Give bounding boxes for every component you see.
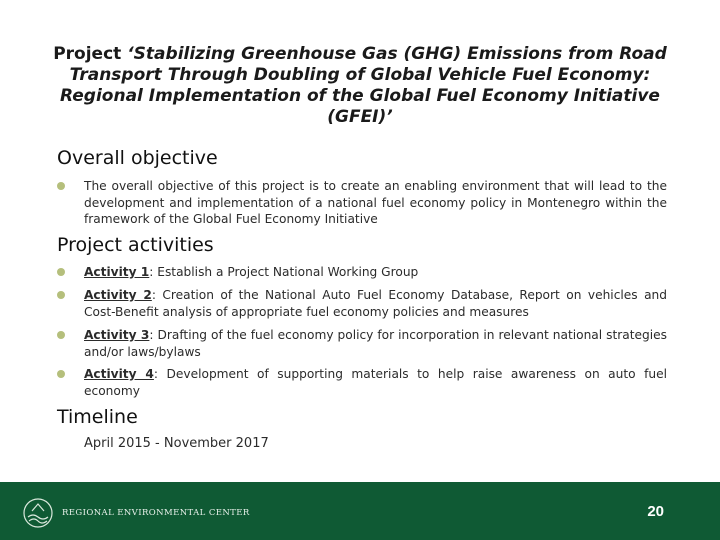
objective-text: The overall objective of this project is to create an enabling environment that will lead to the development and implementation of a national fuel economy policy in Montenegro within the framework of the Global Fuel Economy Initiative [84,179,667,226]
bullet-icon [57,268,65,276]
objective-bullet [57,178,667,228]
activity-label: Activity 4 [84,367,154,381]
activity-label: Activity 1 [84,265,150,279]
activity-text: : Development of supporting materials to help raise awareness on auto fuel economy [84,367,667,398]
activities-heading: Project activities [57,234,214,256]
activity-item [57,366,667,399]
activity-item [57,327,667,360]
timeline-heading: Timeline [57,406,138,428]
activity-text: : Creation of the National Auto Fuel Economy Database, Report on vehicles and Cost-Benefit analysis of appropriate fuel economy policies and measures [84,288,667,319]
footer-bar [0,482,720,540]
activity-item [57,264,667,281]
title-project-name: ‘Stabilizing Greenhouse Gas (GHG) Emissions from Road Transport Through Doubling of Global Vehicle Fuel Economy: Regional Implementation of the Global Fuel Economy Initiative (GFEI)’ [60,44,667,127]
slide-title [40,44,680,128]
bullet-icon [57,370,65,378]
bullet-icon [57,291,65,299]
organization-name: REGIONAL ENVIRONMENTAL CENTER [62,508,250,518]
activity-label: Activity 3 [84,328,150,342]
activity-text: : Establish a Project National Working Group [149,265,419,279]
activity-item [57,287,667,320]
activity-label: Activity 2 [84,288,152,302]
objective-heading: Overall objective [57,147,218,169]
rec-logo-icon [22,497,54,529]
bullet-icon [57,182,65,190]
activity-text: : Drafting of the fuel economy policy for incorporation in relevant national strategies and/or laws/bylaws [84,328,668,359]
title-lead: Project [53,44,128,64]
page-number: 20 [647,503,664,520]
bullet-icon [57,331,65,339]
timeline-text: April 2015 - November 2017 [84,436,269,451]
